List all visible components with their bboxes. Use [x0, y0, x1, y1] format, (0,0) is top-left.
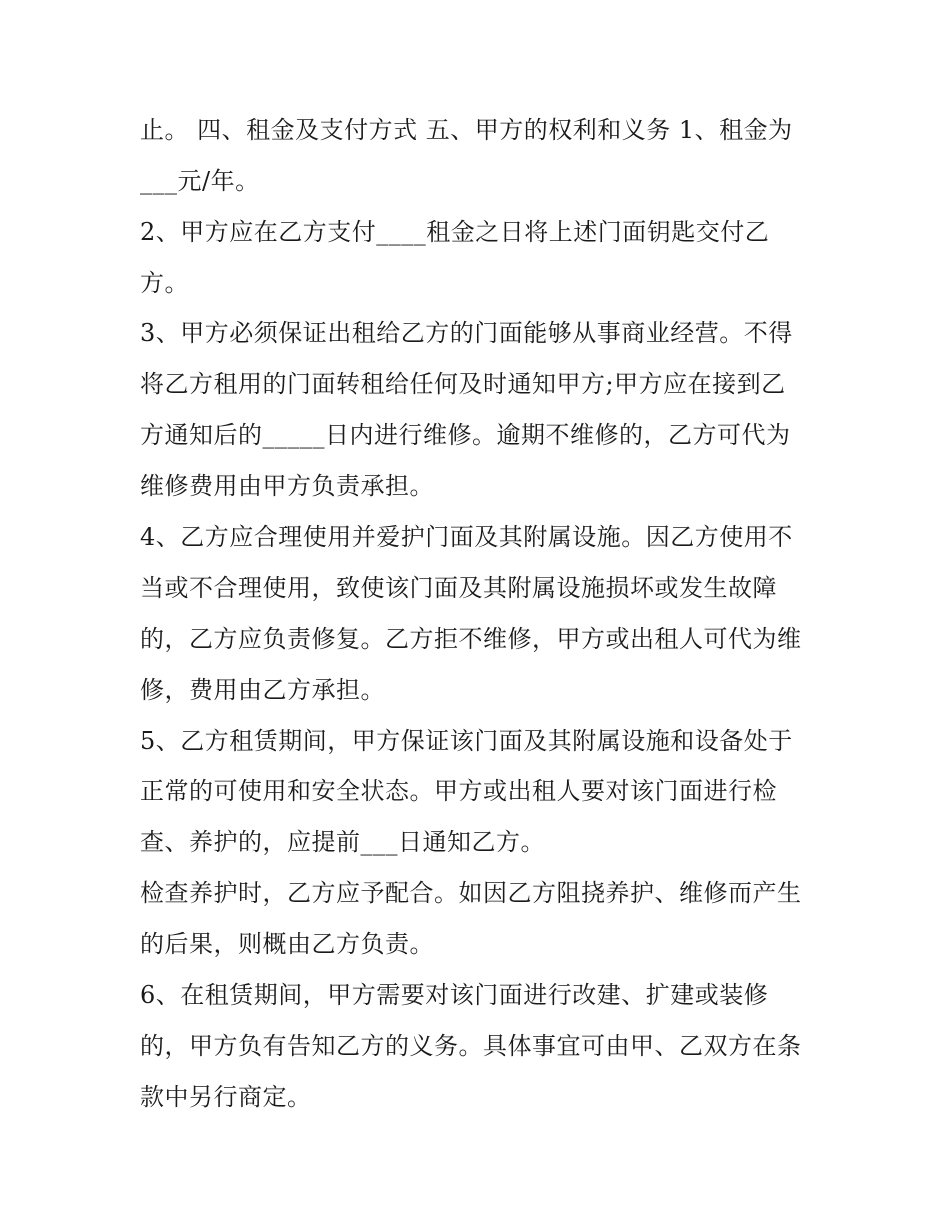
text-line: 的，甲方负有告知乙方的义务。具体事宜可由甲、乙双方在条	[140, 1032, 802, 1060]
text-line: 维修费用由甲方负责承担。	[140, 472, 434, 500]
text-line: 当或不合理使用，致使该门面及其附属设施损坏或发生故障	[140, 574, 777, 602]
text-line: 2、甲方应在乙方支付____租金之日将上述门面钥匙交付乙	[140, 218, 770, 246]
text-line: 方。	[140, 269, 189, 297]
text-line: 修，费用由乙方承担。	[140, 676, 385, 704]
text-line: 查、养护的，应提前___日通知乙方。	[140, 828, 545, 856]
text-line: 3、甲方必须保证出租给乙方的门面能够从事商业经营。不得	[140, 319, 793, 347]
text-line: 将乙方租用的门面转租给任何及时通知甲方;甲方应在接到乙	[140, 370, 786, 398]
text-line: 正常的可使用和安全状态。甲方或出租人要对该门面进行检	[140, 777, 777, 805]
text-line: 4、乙方应合理使用并爱护门面及其附属设施。因乙方使用不	[140, 523, 793, 551]
text-line: ___元/年。	[140, 167, 260, 195]
text-line: 5、乙方租赁期间，甲方保证该门面及其附属设施和设备处于	[140, 727, 793, 755]
text-line: 止。 四、租金及支付方式 五、甲方的权利和义务 1、租金为	[140, 116, 793, 144]
text-line: 款中另行商定。	[140, 1083, 312, 1111]
text-line: 的后果，则概由乙方负责。	[140, 930, 434, 958]
text-line: 的，乙方应负责修复。乙方拒不维修，甲方或出租人可代为维	[140, 625, 802, 653]
text-line: 检查养护时，乙方应予配合。如因乙方阻挠养护、维修而产生	[140, 879, 802, 907]
text-line: 方通知后的_____日内进行维修。逾期不维修的，乙方可代为	[140, 421, 791, 449]
text-line: 6、在租赁期间，甲方需要对该门面进行改建、扩建或装修	[140, 981, 769, 1009]
